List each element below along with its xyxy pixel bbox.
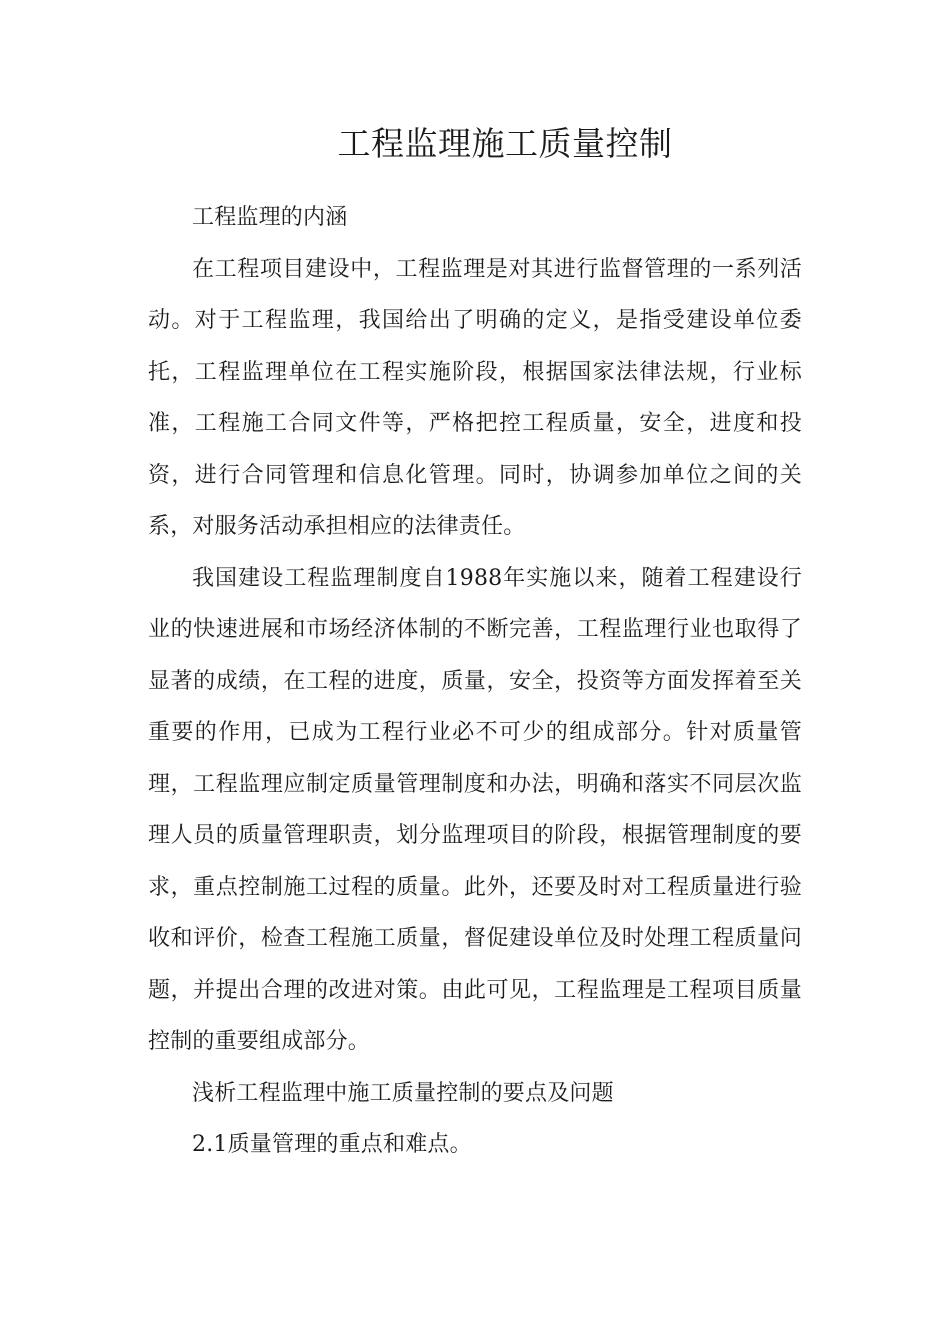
- paragraph-definition: 在工程项目建设中，工程监理是对其进行监督管理的一系列活动。对于工程监理，我国给出了明确的定义，是指受建设单位委托，工程监理单位在工程实施阶段，根据国家法律法规，行业标准，工程施工合同文件等，严格把控工程质量，安全，进度和投资，进行合同管理和信息化管理。同时，协调参加单位之间的关系，对服务活动承担相应的法律责任。: [148, 256, 802, 539]
- paragraph-development: 我国建设工程监理制度自1988年实施以来，随着工程建设行业的快速进展和市场经济体制的不断完善，工程监理行业也取得了显著的成绩，在工程的进度，质量，安全，投资等方面发挥着至关重要的作用，已成为工程行业必不可少的组成部分。针对质量管理，工程监理应制定质量管理制度和办法，明确和落实不同层次监理人员的质量管理职责，划分监理项目的阶段，根据管理制度的要求，重点控制施工过程的质量。此外，还要及时对工程质量进行验收和评价，检查工程施工质量，督促建设单位及时处理工程质量问题，并提出合理的改进对策。由此可见，工程监理是工程项目质量控制的重要组成部分。: [148, 565, 802, 1054]
- document-title: 工程监理施工质量控制: [337, 124, 673, 163]
- section-heading-key-points: 浅析工程监理中施工质量控制的要点及问题: [192, 1080, 614, 1106]
- section-heading-connotation: 工程监理的内涵: [192, 205, 348, 230]
- document-body: [148, 192, 802, 1171]
- subsection-heading-2-1: 2.1质量管理的重点和难点。: [192, 1132, 472, 1157]
